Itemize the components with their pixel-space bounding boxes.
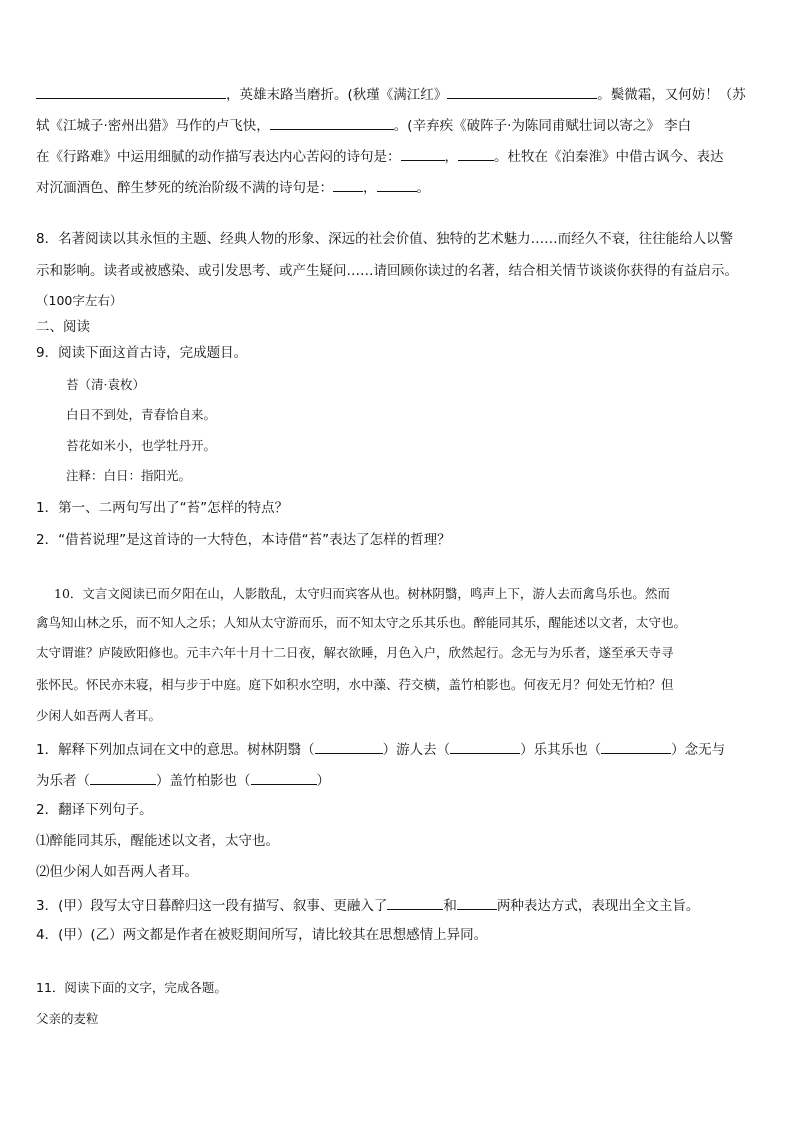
answer-blank[interactable] <box>251 770 317 785</box>
q10-subquestion-1-cont: 为乐者（ ）盖竹柏影也（ ） <box>36 770 330 790</box>
answer-blank[interactable] <box>36 84 226 99</box>
q9-stem: 9．阅读下面这首古诗，完成题目。 <box>36 345 248 361</box>
q10-passage-line-5: 少闲人如吾两人者耳。 <box>36 708 162 723</box>
q9-subquestion-2: 2．“借苔说理”是这首诗的一大特色，本诗借“苔”表达了怎样的哲理？ <box>36 532 451 548</box>
answer-blank[interactable] <box>458 146 494 161</box>
poem-line-1: 白日不到处，青春恰自来。 <box>66 407 217 422</box>
q9-subquestion-1: 1．第一、二两句写出了“苔”怎样的特点？ <box>36 500 289 516</box>
q10-subquestion-2: 2．翻译下列句子。 <box>36 802 153 818</box>
answer-blank[interactable] <box>90 770 156 785</box>
q10-passage-line-4: 张怀民。怀民亦未寝，相与步于中庭。庭下如积水空明，水中藻、荇交横，盖竹柏影也。何夜无月？何处无竹柏？但 <box>36 677 674 692</box>
answer-blank[interactable] <box>401 146 445 161</box>
q10-subquestion-3: 3．(甲）段写太守日暮醉归这一段有描写、叙事、更融入了 和 两种表达方式，表现出全文主旨。 <box>36 895 699 915</box>
answer-blank[interactable] <box>315 739 383 754</box>
answer-blank[interactable] <box>450 739 520 754</box>
q10-sentence-1: ⑴醉能同其乐，醒能述以文者，太守也。 <box>36 833 279 849</box>
q8-line-2: 示和影响。读者或被感染、或引发思考、或产生疑问……请回顾你读过的名著，结合相关情节谈谈你获得的有益启示。 <box>36 263 738 279</box>
poem-line-2: 苔花如米小，也学牡丹开。 <box>66 438 217 453</box>
q10-passage-line-2: 禽鸟知山林之乐，而不知人之乐；人知从太守游而乐，而不知太守之乐其乐也。醉能同其乐，醒能述以文者，太守也。 <box>36 615 687 630</box>
q8-word-limit: （100字左右） <box>36 293 123 308</box>
answer-blank[interactable] <box>457 895 497 910</box>
poem-note: 注释：白日：指阳光。 <box>66 468 192 483</box>
q7-line-1: ，英雄末路当磨折。(秋瑾《满江红》 。鬓微霜，又何妨！（苏 <box>36 84 746 104</box>
answer-blank[interactable] <box>270 115 394 130</box>
q10-subquestion-4: 4．(甲）(乙）两文都是作者在被贬期间所写，请比较其在思想感情上异同。 <box>36 927 488 943</box>
answer-blank[interactable] <box>447 84 597 99</box>
q7-line-4: 对沉湎酒色、醉生梦死的统治阶级不满的诗句是： ， 。 <box>36 177 430 197</box>
q10-passage-line-3: 太守谓谁？庐陵欧阳修也。元丰六年十月十二日夜，解衣欲睡，月色入户，欣然起行。念无与为乐者，遂至承天寺寻 <box>36 645 674 660</box>
poem-title: 苔（清·袁枚） <box>66 377 145 392</box>
q11-stem: 11．阅读下面的文字，完成各题。 <box>36 980 227 995</box>
q10-subquestion-1: 1．解释下列加点词在文中的意思。树林阴翳（ ）游人去（ ）乐其乐也（ ）念无与 <box>36 739 725 759</box>
answer-blank[interactable] <box>387 895 443 910</box>
q7-line-2: 轼《江城子·密州出猎》马作的卢飞快， 。(辛弃疾《破阵子·为陈同甫赋壮词以寄之》 李白 <box>36 115 691 135</box>
q10-passage-line-1: 10．文言文阅读已而夕阳在山，人影散乱，太守归而宾客从也。树林阴翳，鸣声上下，游人去而禽鸟乐也。然而 <box>54 586 670 601</box>
answer-blank[interactable] <box>377 177 417 192</box>
q11-title: 父亲的麦粒 <box>36 1011 99 1026</box>
q10-sentence-2: ⑵但少闲人如吾两人者耳。 <box>36 864 198 880</box>
answer-blank[interactable] <box>601 739 671 754</box>
answer-blank[interactable] <box>333 177 363 192</box>
q7-line-3: 在《行路难》中运用细腻的动作描写表达内心苦闷的诗句是： ， 。杜牧在《泊秦淮》中借古讽今、表达 <box>36 146 724 166</box>
q8-line-1: 8．名著阅读以其永恒的主题、经典人物的形象、深远的社会价值、独特的艺术魅力……而经久不衰，往往能给人以警 <box>36 231 734 247</box>
section-heading: 二、阅读 <box>36 319 90 335</box>
